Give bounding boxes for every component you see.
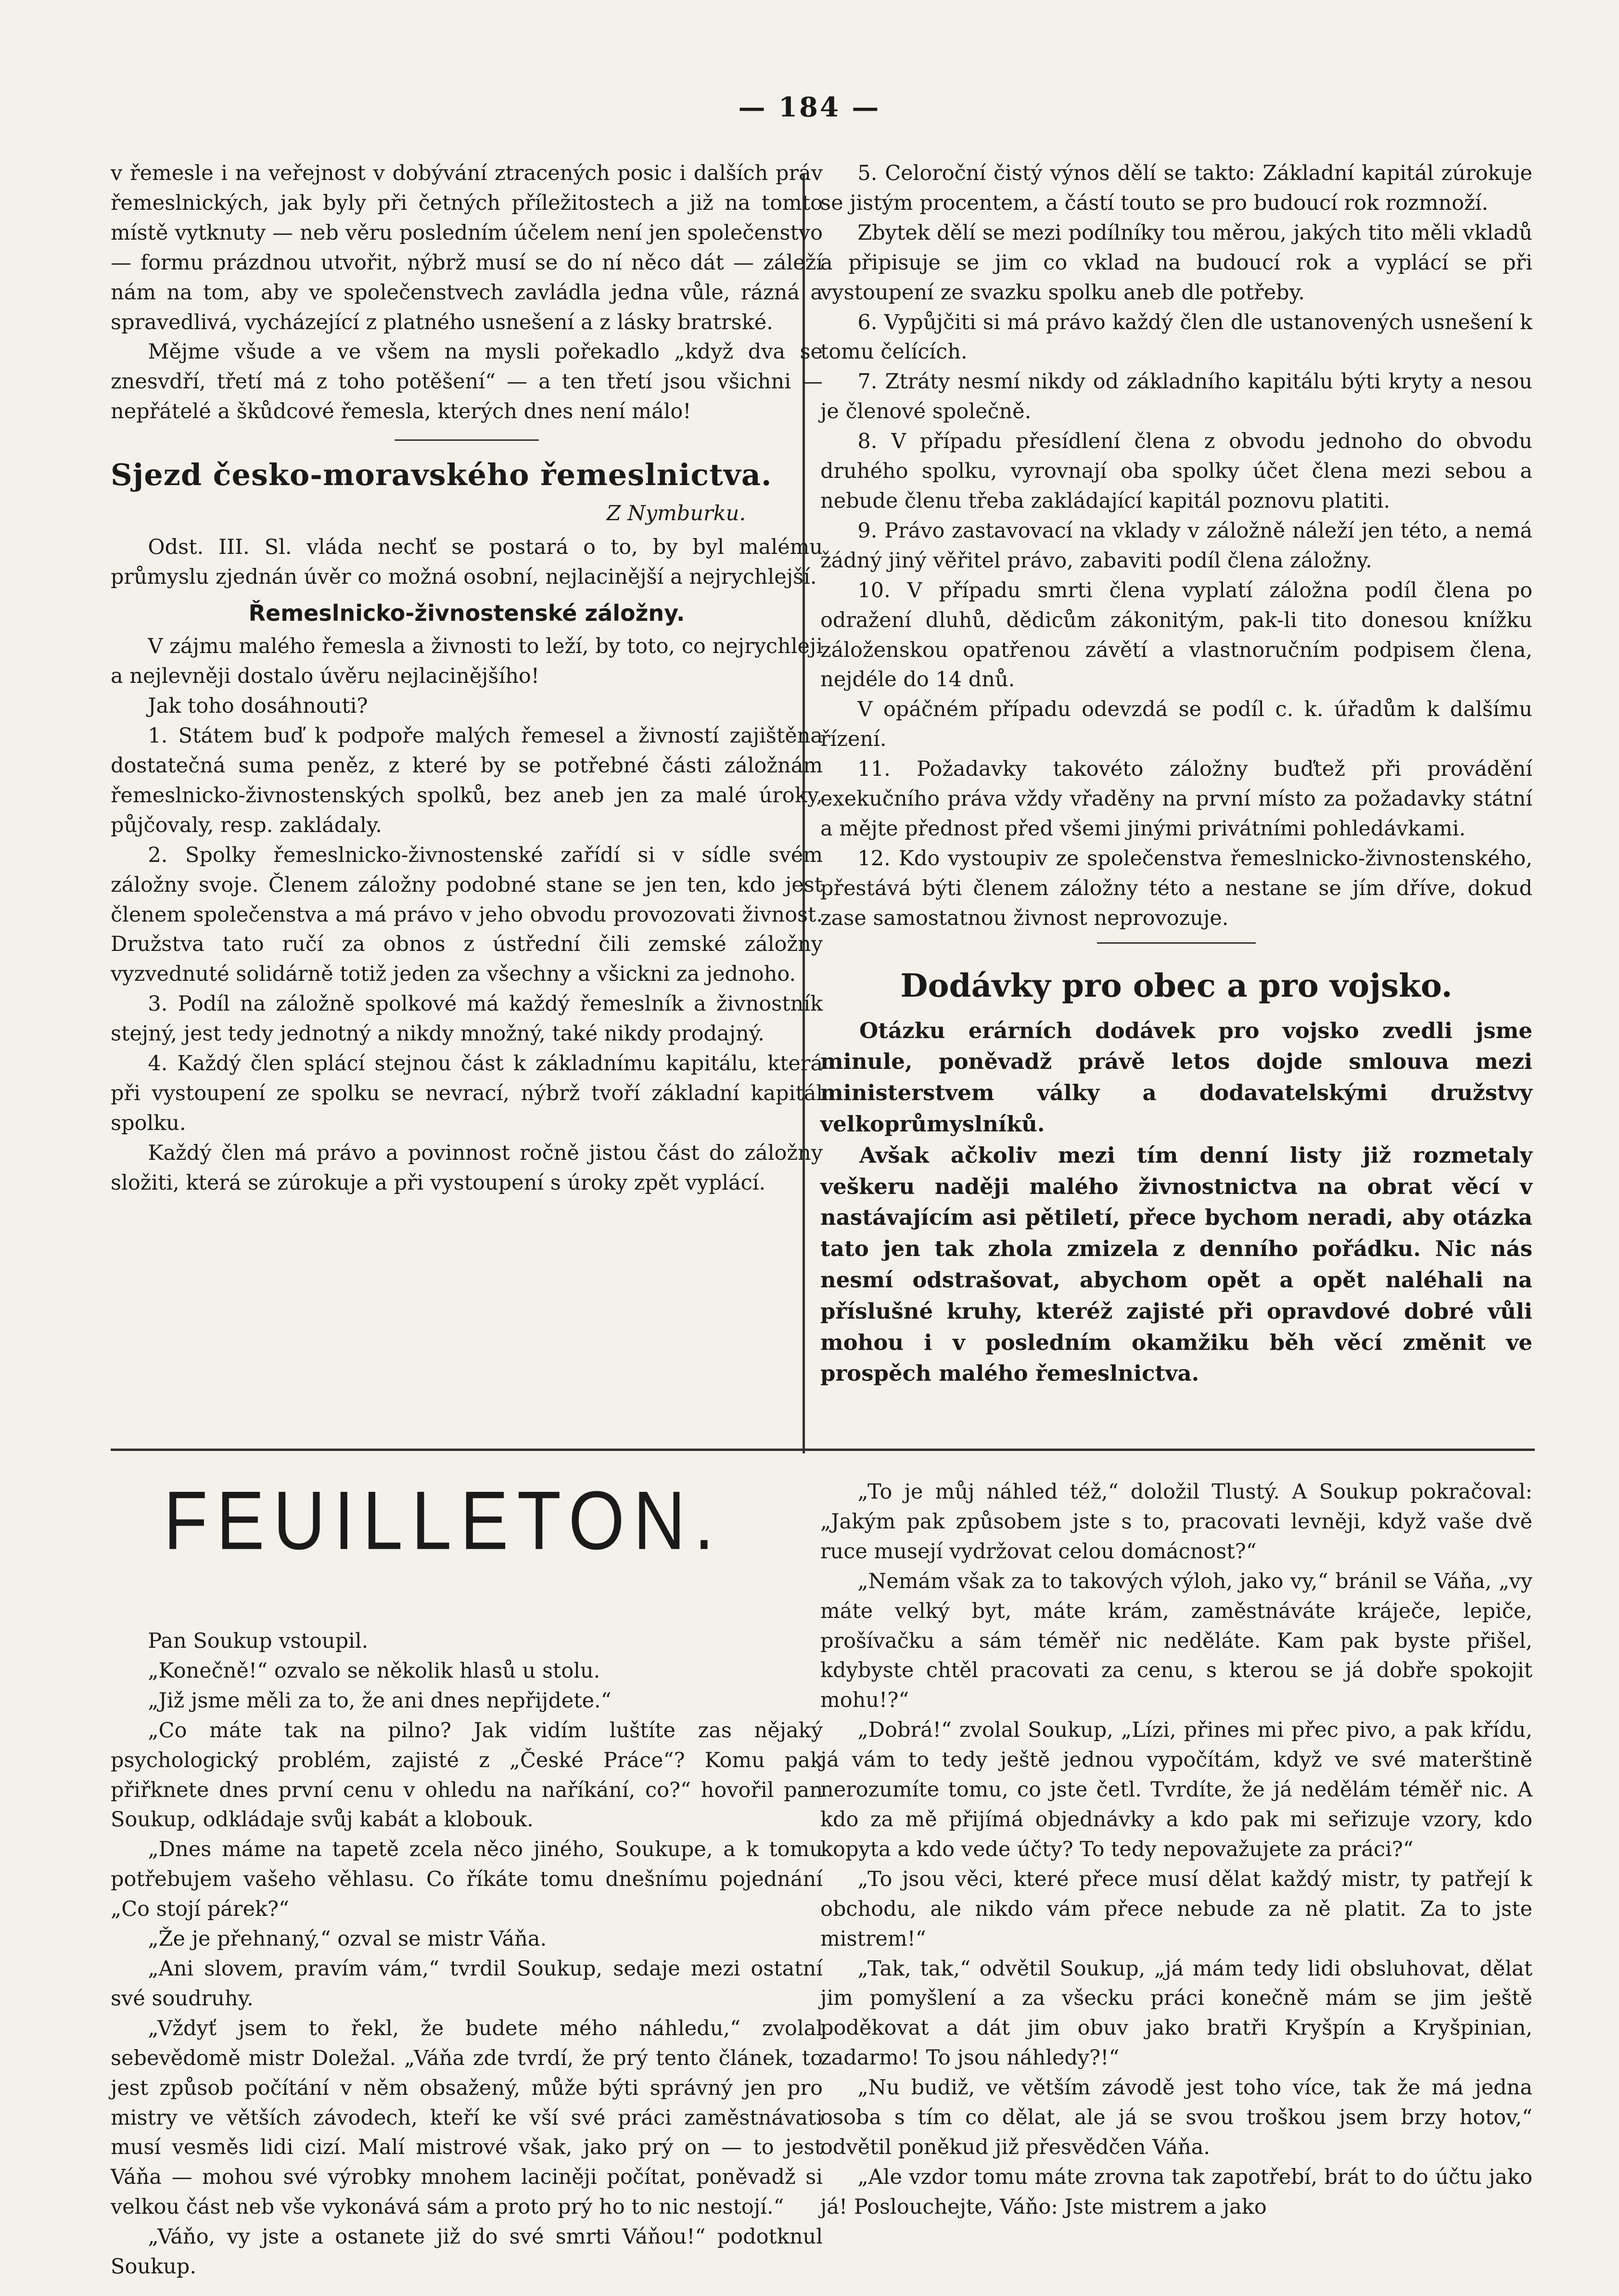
right-paragraph-10: 12. Kdo vystoupiv ze společenstva řemeslnicko-živnostenského, přestává býti členem záložny této a nestane se jím dříve, dokud zase samostatnou živnost neprovozuje. xyxy=(820,846,1532,930)
odst-paragraph: Odst. III. Sl. vláda nechť se postará o to, by byl malému průmyslu zjednán úvěr co možná osobní, nejlacinější a nejrychlejší. xyxy=(111,535,823,590)
right-paragraph-2: Zbytek dělí se mezi podílníky tou měrou, jakých tito měli vkladů a připisuje se jim co vklad na budoucí rok a vyplácí se při vystoupení ze svazku spolku aneb dle potřeby. xyxy=(820,220,1532,305)
feuilleton-line: „Dnes máme na tapetě zcela něco jiného, Soukupe, a k tomu potřebujem vašeho věhlasu. Co říkáte tomu dnešnímu pojednání „Co stojí párek?“ xyxy=(111,1837,823,1922)
article-dateline: Z Nymburku. xyxy=(606,501,746,526)
right-paragraph-8: V opáčném případu odevzdá se podíl c. k. úřadům k dalšímu řízení. xyxy=(820,697,1532,752)
right-paragraph-5: 8. V případu přesídlení člena z obvodu jednoho do obvodu druhého spolku, vyrovnají oba spolky účet člena mezi sebou a nebude členu třeba zakládající kapitál poznovu platiti. xyxy=(820,429,1532,513)
feuilleton-line: „Co máte tak na pilno? Jak vidím luštíte zas nějaký psychologický problém, zajisté z „České Práce“? Komu pak přiřknete dnes první cenu v ohledu na naříkání, co?“ hovořil pan Soukup, odkládaje svůj kabát a klobouk. xyxy=(111,1718,823,1832)
left-paragraph-4: Jak toho dosáhnouti? xyxy=(148,694,368,718)
left-paragraph-9: Každý člen má právo a povinnost ročně jistou část do záložny složiti, která se zúrokuje a při vystoupení s úroky zpět vyplácí. xyxy=(111,1141,823,1195)
left-paragraph-2: Mějme všude a ve všem na mysli pořekadlo „když dva se znesvdří, třetí má z toho potěšení“ — a ten třetí jsou všichni — nepřátelé a škůdcové řemesla, kterých dnes není málo! xyxy=(111,340,823,424)
left-paragraph-7: 3. Podíl na záložně spolkové má každý řemeslník a živnostník stejný, jest tedy jednotný a nikdy množný, také nikdy prodajný. xyxy=(111,992,823,1046)
section-separator-right xyxy=(1097,942,1256,944)
left-paragraph-5: 1. Státem buď k podpoře malých řemesel a živností zajištěna dostatečná suma peněz, z které by se potřebné části záložnám řemeslnicko-živnostenských spolků, bez aneb jen za malé úroky, půjčovaly, resp. zakládaly. xyxy=(111,724,823,837)
right-paragraph-7: 10. V případu smrti člena vyplatí záložna podíl člena po odražení dluhů, dědicům zákonitým, pak-li tito donesou knížku záloženskou opatřenou závětí a vlastnoručním podpisem člena, nejdéle do 14 dnů. xyxy=(820,578,1532,692)
feuilleton-left-column xyxy=(111,1627,823,2282)
feuilleton-line: „To je můj náhled též,“ doložil Tlustý. A Soukup pokračoval: „Jakým pak způsobem jste s to, pracovati levněji, když vaše dvě ruce musejí vydržovat celou domácnost?“ xyxy=(820,1480,1532,1564)
left-paragraph-3: V zájmu malého řemesla a živnosti to leží, by toto, co nejrychleji a nejlevněji dostalo úvěru nejlacinějšího! xyxy=(111,634,823,689)
article-heading-sjezd: Sjezd česko-moravského řemeslnictva. xyxy=(111,457,772,493)
feuilleton-title: FEUILLETON. xyxy=(164,1474,723,1567)
feuilleton-line: „Nemám však za to takových výloh, jako vy,“ bránil se Váňa, „vy máte velký byt, máte krám, zaměstnáváte kráječe, lepiče, prošívačku a sám téměř nic neděláte. Kam pak byste přišel, kdybyste chtěl pracovati za cenu, s kterou se já dobře spokojit mohu!?“ xyxy=(820,1569,1532,1713)
dodavky-paragraph-1: Otázku erárních dodávek pro vojsko zvedli jsme minule, poněvadž právě letos dojde smlouva mezi ministerstvem války a dodavatelskými družstvy velkoprůmyslníků. xyxy=(820,1017,1532,1137)
feuilleton-line: „Již jsme měli za to, že ani dnes nepřijdete.“ xyxy=(148,1688,612,1713)
feuilleton-line: „Vždyť jsem to řekl, že budete mého náhledu,“ zvolal sebevědomě mistr Doležal. „Váňa zde tvrdí, že prý tento článek, to jest způsob počítání v něm obsažený, může býti správný jen pro mistry ve větších závodech, kteří ke vší své práci zaměstnávati musí vesměs lidi cizí. Malí mistrové však, jako prý on — to jest Váňa — mohou své výrobky mnohem laciněji počítat, poněvadž si velkou část neb vše vykonává sám a proto prý ho to nic nestojí.“ xyxy=(111,2016,823,2219)
left-paragraph-1: v řemesle i na veřejnost v dobývání ztracených posic i dalších práv řemeslnických, jak byly při četných příležitostech a již na tomto místě vytknuty — neb věru posledním účelem není jen společenstvo — formu prázdnou utvořit, nýbrž musí se do ní něco dát — záleží nám na tom, aby ve společenstvech zavládla jedna vůle, rázná a spravedlivá, vycházející z platného usnešení a z lásky bratrské. xyxy=(111,161,823,334)
right-paragraph-4: 7. Ztráty nesmí nikdy od základního kapitálu býti kryty a nesou je členové společně. xyxy=(820,370,1532,424)
feuilleton-line: „Konečně!“ ozvalo se několik hlasů u stolu. xyxy=(148,1658,600,1683)
section-heading-zalozny: Řemeslnicko-živnostenské záložny. xyxy=(248,600,685,627)
feuilleton-line: „Tak, tak,“ odvětil Soukup, „já mám tedy lidi obsluhovat, dělat jim pomyšlení a za všecku práci konečně mám se jim ještě poděkovat a dát jim obuv jako bratři Kryšpín a Kryšpinian, zadarmo! To jsou náhledy?!“ xyxy=(820,1956,1532,2070)
dodavky-paragraph-2: Avšak ačkoliv mezi tím denní listy již rozmetaly veškeru naději malého živnostnictva na obrat věcí v nastávajícím asi pětiletí, přece bychom neradi, aby otázka tato jen tak zhola zmizela z denního pořádku. Nic nás nesmí odstrašovat, abychom opět a opět naléhali na příslušné kruhy, kteréž zajisté při opravdové dobré vůli mohou i v posledním okamžiku běh věcí změnit ve prospěch malého řemeslnictva. xyxy=(820,1142,1532,1386)
feuilleton-line: „Ale vzdor tomu máte zrovna tak zapotřebí, brát to do účtu jako já! Poslouchejte, Váňo: Jste mistrem a jako xyxy=(820,2165,1532,2219)
left-column xyxy=(111,159,823,1198)
feuilleton-line: „Že je přehnaný,“ ozval se mistr Váňa. xyxy=(148,1927,547,1951)
feuilleton-line: „Nu budiž, ve větším závodě jest toho více, tak že má jedna osoba s tím co dělat, ale já se svou troškou jsem brzy hotov,“ odvětil poněkud již přesvědčen Váňa. xyxy=(820,2076,1532,2159)
right-paragraph-6: 9. Právo zastavovací na vklady v záložně náleží jen této, a nemá žádný jiný věřitel právo, zabaviti podíl člena záložny. xyxy=(820,518,1532,573)
left-paragraph-6: 2. Spolky řemeslnicko-živnostenské zařídí si v sídle svém záložny svoje. Členem záložny podobné stane se jen ten, kdo jest členem společenstva a má právo v jeho obvodu provozovati živnost. Družstva tato ručí za obnos z ústřední čili zemské záložny vyzvednuté solidárně totiž jeden za všechny a všickni za jednoho. xyxy=(111,843,823,987)
article-heading-dodavky: Dodávky pro obec a pro vojsko. xyxy=(900,966,1453,1004)
right-column xyxy=(820,159,1532,1389)
section-separator xyxy=(395,439,539,441)
right-paragraph-9: 11. Požadavky takovéto záložny buďtež při provádění exekučního práva vždy vřaděny na první místo za požadavky státní a mějte přednost před všemi jinými privátními pohledávkami. xyxy=(820,757,1532,841)
right-paragraph-1: 5. Celoroční čistý výnos dělí se takto: Základní kapitál zúrokuje se jistým procentem, a částí touto se pro budoucí rok rozmnoží. xyxy=(820,161,1532,215)
left-paragraph-8: 4. Každý člen splácí stejnou část k základnímu kapitálu, která při vystoupení ze spolku se nevrací, nýbrž tvoří základní kapitál spolku. xyxy=(111,1052,823,1135)
feuilleton-line: „Dobrá!“ zvolal Soukup, „Lízi, přines mi přec pivo, a pak křídu, já vám to tedy ještě jednou vypočítám, když ve své materštině nerozumíte tomu, co jste četl. Tvrdíte, že já nedělám téměř nic. A kdo za mě přijímá objednávky a kdo pak mi seřizuje vzory, kdo kopyta a kdo vede účty? To tedy nepovažujete za práci?“ xyxy=(820,1718,1532,1861)
feuilleton-line: Pan Soukup vstoupil. xyxy=(148,1629,369,1653)
right-paragraph-3: 6. Vypůjčiti si má právo každý člen dle ustanovených usnešení k tomu čelících. xyxy=(820,310,1532,364)
page-number: — 184 — xyxy=(738,91,881,123)
feuilleton-right-column xyxy=(820,1477,1532,2222)
feuilleton-line: „Ani slovem, pravím vám,“ tvrdil Soukup, sedaje mezi ostatní své soudruhy. xyxy=(111,1956,823,2011)
feuilleton-top-rule xyxy=(111,1449,1535,1451)
feuilleton-line: „Váňo, vy jste a ostanete již do své smrti Váňou!“ podotknul Soukup. xyxy=(111,2225,823,2279)
feuilleton-line: „To jsou věci, které přece musí dělat každý mistr, ty patřejí k obchodu, ale nikdo vám přece nebude za ně platit. Za to jste mistrem!“ xyxy=(820,1867,1532,1951)
